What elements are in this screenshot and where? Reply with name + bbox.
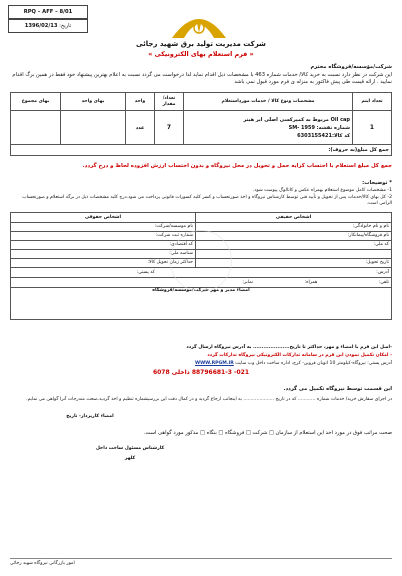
date-value: 1396/02/13 — [24, 23, 58, 29]
price-note: جمع کل مبلغ استعلام با احتساب کرایه حمل و تحویل در محل نیروگاه و بدون احتساب ارزش افزوده لحاظ و درج گردد. — [82, 163, 392, 169]
row-unit: عدد — [126, 111, 155, 145]
header-item-count: تعداد ایتم — [353, 93, 392, 111]
footer-address — [10, 361, 392, 367]
header-qty: تعداد/مقدار — [155, 93, 184, 111]
phone-number: 021- 88796681-3 — [191, 369, 250, 376]
confirm-title: این قسمت توسط نیروگاه تکمیل می گردد. — [283, 386, 392, 392]
bottom-divider — [10, 558, 392, 559]
field-national-id[interactable]: شناسه ملی: — [11, 250, 196, 259]
field-registration-number[interactable]: شماره ثبت شرکت: — [11, 232, 196, 241]
field-address[interactable]: آدرس: — [376, 269, 389, 275]
form-code: RPQ – AFF – 8/01 — [23, 9, 73, 15]
row-spec — [184, 111, 353, 145]
row-spec-line2: شماره نقشه: 1959 -SM — [288, 124, 350, 131]
table-row — [11, 111, 392, 145]
footer-phone — [110, 369, 292, 376]
row-total-price[interactable] — [11, 111, 61, 145]
confirm-paragraph-2: صحت مراتب فوق در مورد اخذ این استعلام از سازمان □ شرکت □ فروشگاه □ بنگاه □ مذکور مورد گواهی است. — [143, 430, 392, 436]
notes-title: * توضیحات: — [362, 180, 392, 186]
table-header-row — [11, 93, 392, 111]
date-label: تاریخ: — [59, 23, 72, 29]
row-qty: 7 — [155, 111, 184, 145]
form-code-box — [8, 5, 88, 19]
signer-title: کارشناس مسئول ساخت داخل — [95, 446, 165, 451]
intro-text: این شرکت در نظر دارد نسبت به خرید کالا/ خدمات شماره 463 با مشخصات ذیل اقدام نماید لذا درخواست می گردد نسبت به اعلام بهترین پیشنهاد خود فقط در همین برگ اقدام نمایید . ارائه قیمت طی پیش فاکتور به منزله ی فرم مورد قبول نمی باشد — [12, 72, 392, 85]
total-label: جمع کل مبلغ(به حروف): — [11, 145, 392, 156]
field-phone[interactable]: تلفن: — [378, 279, 389, 285]
header-spec: مشخصات ونوع کالا / خدمات موردِاستعلام — [184, 93, 353, 111]
col-legal-person: اشخاص حقوقی — [11, 213, 196, 223]
purchaser-sign[interactable]: امضاء کارپرداز- تاریخ — [66, 414, 114, 419]
field-postal-code[interactable]: کد پستی: — [136, 269, 155, 275]
signer-name: کلهر — [124, 456, 136, 461]
phone-ext: داخلی 6078 — [152, 369, 190, 376]
field-mobile[interactable]: همراه: — [304, 279, 318, 285]
row-spec-line3: کد کالا:6303155421 — [297, 132, 350, 139]
company-logo — [168, 6, 230, 40]
field-economic-code[interactable]: کد اقتصادی: — [11, 241, 196, 250]
watermark-seal — [170, 230, 232, 292]
addressee: شرکت/مؤسسه/فروشگاه محترم — [310, 64, 392, 70]
company-name: شرکت مدیریت تولید برق شهید رجائی — [136, 40, 266, 48]
field-national-code[interactable]: کد ملی: — [196, 241, 392, 250]
field-delivery-date[interactable]: تاریخ تحویل: — [196, 259, 392, 268]
confirm-paragraph-1: در اجرای سفارش خرید/ خدمات شماره ............ که در تاریخ ..................... به اینجانب ارجاع گردید و در کمال دقت این بررسیشماره تنظیم و اخذ گردید.صحت مندرجات آنرا گواهی می نمایم. — [26, 397, 392, 402]
note-1: 1- مشخصات کامل موضوع استعلام بهمراه عکس و کاتالوگ پیوست شود. — [252, 188, 392, 193]
total-row — [11, 145, 392, 156]
stamp-area[interactable]: امضاء مدیر و مهر شرکت/موسسه/فروشگاه — [11, 288, 392, 320]
field-max-delivery[interactable]: حداکثر زمان تحویل کالا: — [11, 259, 196, 268]
footer-line-1: -اصل این فرم با امضاء و مهر، حداکثر تا تاریخ..................... به آدرس نیروگاه ارسال گردد — [186, 345, 392, 350]
row-spec-line1: Oil cap مربوط به کمپرکسی اصلی ایر هیتر — [243, 116, 350, 123]
bottom-text: امور بازرگانی نیروگاه شهید رجائی — [10, 561, 75, 566]
header-unit: واحد — [126, 93, 155, 111]
note-2: 2- کل بهای کالا/خدمات پس از تحویل و تأیید فنی توسط کارشناس نیروگاه و اخذ صورتحساب و کسر کلیه کسورات قانونی پرداخت می شود.درج کلیه مشخصات ذیل در برگه استعلام و صورتحساب الزامی است. — [22, 195, 392, 206]
col-real-person: اشخاص حقیقی — [196, 213, 392, 223]
footer-line-2: - امکان تکمیل نمودن این فرم در سامانه تدارکات الکترونیکی نیروگاه تدارکات گردد — [207, 353, 392, 358]
row-unit-price[interactable] — [61, 111, 126, 145]
row-index: 1 — [353, 111, 392, 145]
header-unit-price: بهای واحد — [61, 93, 126, 111]
footer-address-text: آدرس پستی: نیروگاه-کیلومتر 10 اتوبان قزوین- کرج، اداره ساخت داخل وب سایت — [235, 361, 392, 366]
field-full-name[interactable]: نام و نام خانوادگی: — [196, 223, 392, 232]
field-shop-name[interactable]: نام فروشگاه/پیمانکار: — [196, 232, 392, 241]
field-company-name[interactable]: نام موسسه/شرکت: — [11, 223, 196, 232]
items-table — [10, 92, 392, 156]
field-fax[interactable]: نمابر: — [242, 279, 254, 285]
date-box — [8, 19, 88, 33]
form-title: « فرم استعلام بهای الکترونیکی » — [148, 50, 254, 58]
header-total-price: بهای مجموع — [11, 93, 61, 111]
website-link[interactable]: WWW.RPGM.IR — [195, 361, 234, 366]
